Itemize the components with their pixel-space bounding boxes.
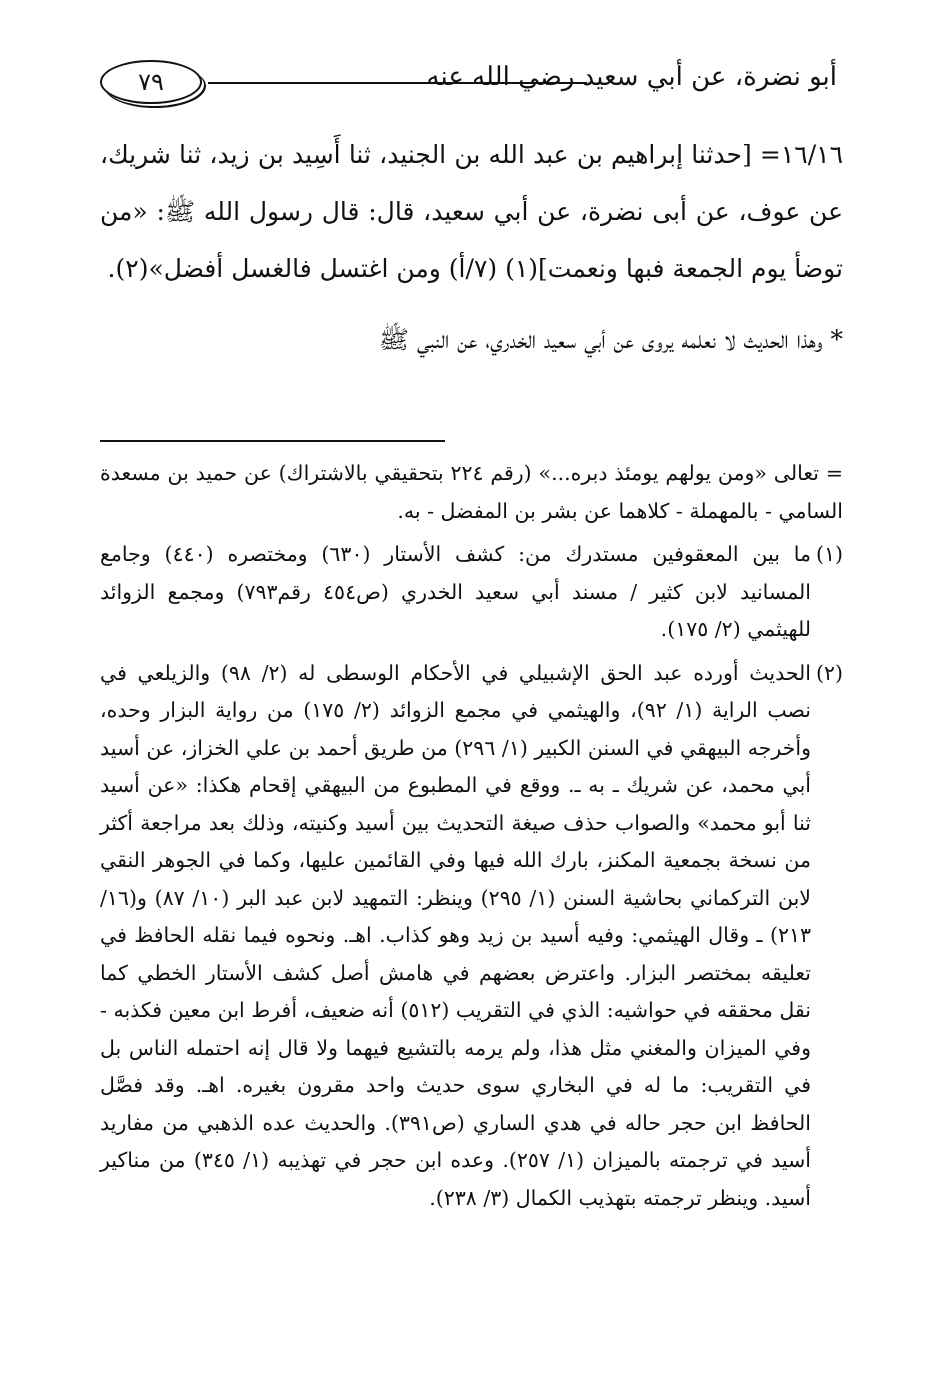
- main-text: [100, 126, 843, 368]
- footnote-separator: [100, 440, 445, 442]
- footnote-2-number: (٢): [815, 660, 843, 685]
- hadith-text: ١٦/١٦= [حدثنا إبراهيم بن عبد الله بن الجنيد، ثنا أَسِيد بن زيد، ثنا شريك، عن عوف، عن أبى نضرة، عن أبي سعيد، قال: قال رسول الله ﷺ: «من توضأ يوم الجمعة فبها ونعمت](١) (٧/أ) ومن اغتسل فالغسل أفضل»(٢).: [100, 140, 844, 283]
- author-remark: * وهذا الحديث لا نعلمه يروى عن أبي سعيد الخدري، عن النبي ﷺ: [378, 325, 843, 354]
- page-number: ٧٩: [100, 60, 202, 104]
- footnote-1-text: ما بين المعقوفين مستدرك من: كشف الأستار (٦٣٠) ومختصره (٤٤٠) وجامع المسانيد لابن كثير / مسند أبي سعيد الخدري (ص٤٥٤ رقم٧٩٣) ومجمع الزوائد للهيثمي (٢/ ١٧٥).: [100, 542, 812, 641]
- running-title: أبو نضرة، عن أبي سعيد رضي الله عنه: [426, 62, 837, 92]
- footnote-1: [100, 536, 843, 649]
- footnote-2: [100, 655, 843, 1218]
- footnote-continuation: = تعالى «ومن يولهم يومئذ دبره...» (رقم ٢٢٤ بتحقيقي بالاشتراك) عن حميد بن مسعدة السامي - بالمهملة - كلاهما عن بشر بن المفضل - به.: [100, 461, 844, 523]
- footnotes: [100, 455, 843, 1217]
- page-header: [100, 58, 837, 118]
- footnote-1-number: (١): [815, 542, 843, 566]
- footnote-2-text: الحديث أورده عبد الحق الإشبيلي في الأحكام الوسطى له (٢/ ٩٨) والزيلعي في نصب الراية (١/ ٩٢)، والهيثمي في مجمع الزوائد (٢/ ١٧٥) من رواية البزار وحده، وأخرجه البيهقي في السنن الكبير (١/ ٢٩٦) من طريق أحمد بن علي الخزاز، عن أسيد أبي محمد، عن شريك ـ به ـ. ووقع في المطبوع من البيهقي إقحام هكذا: «عن أسيد ثنا أبو محمد» والصواب حذف صيغة التحديث بين أسيد وكنيته، وذلك بعد مراجعة أكثر من نسخة بجمعية المكنز، بارك الله فيها وفي القائمين عليها، وكما في الجوهر النقي لابن التركماني بحاشية السنن (١/ ٢٩٥) وينظر: التمهيد لابن عبد البر (١٠/ ٨٧) و(١٦/ ٢١٣) ـ وقال الهيثمي: وفيه أسيد بن زيد وهو كذاب. اهـ. ونحوه فيما نقله الحافظ في تعليقه بمختصر البزار. واعترض بعضهم في هامش أصل كشف الأستار الخطي كما نقل محققه في حواشيه: الذي في التقريب (٥١٢) أنه ضعيف، أفرط ابن معين فكذبه - وفي الميزان والمغني مثل هذا، ولم يرمه بالتشيع فيهما ولا قال إنه احتمله الناس بل في التقريب: ما له في البخاري سوى حديث واحد مقرون بغيره. اهـ. وقد فصَّل الحافظ ابن حجر حاله في هدي الساري (ص٣٩١). والحديث عده الذهبي من مفاريد أسيد في ترجمته بالميزان (١/ ٢٥٧). وعده ابن حجر في تهذيبه (١/ ٣٤٥) من مناكير أسيد. وينظر ترجمته بتهذيب الكمال (٣/ ٢٣٨).: [100, 660, 812, 1210]
